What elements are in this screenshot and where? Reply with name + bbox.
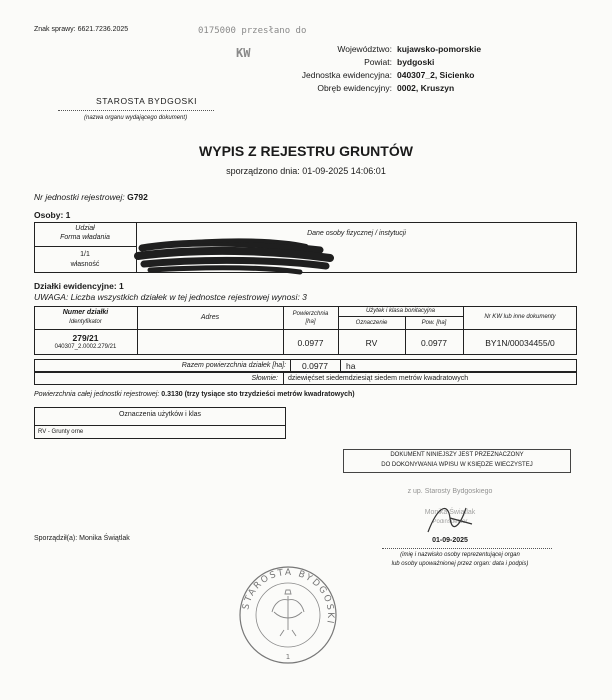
prepared-name: Monika Świątlak [79, 535, 130, 542]
sum-unit: ha [346, 361, 356, 371]
signature-underline [382, 548, 552, 549]
stamp-line-2: Monika Świątlak [424, 509, 476, 516]
hdr-area: Powierzchnia [292, 311, 329, 317]
hdr-kw: Nr KW lub inne dokumenty [484, 314, 556, 320]
total-value: 0.3130 (trzy tysiące sto trzydzieści metrów kwadratowych) [161, 391, 355, 398]
words-divider [283, 372, 284, 385]
stamp-line-1: z up. Starosty Bydgoskiego [407, 488, 493, 495]
parcels-subheader-line [338, 316, 463, 317]
official-seal [238, 560, 338, 670]
signature-date: 01-09-2025 [432, 537, 468, 544]
sum-divider-2 [340, 359, 341, 372]
precinct-value: 0002, Kruszyn [397, 83, 455, 93]
owner-form: własność [70, 261, 100, 268]
parcel-area: 0.0977 [297, 338, 324, 348]
parcels-count-value: 1 [119, 281, 124, 291]
owner-share: 1/1 [80, 251, 90, 258]
signature-caption-1: (imię i nazwisko osoby reprezentującej organ [400, 552, 520, 558]
voivodeship-label: Województwo: [337, 44, 392, 54]
hdr-use-area: Pow. [ha] [421, 320, 447, 326]
unit-value: 040307_2, Sicienko [397, 70, 475, 80]
hdr-address: Adres [200, 314, 220, 321]
legend-item: RV - Grunty orne [38, 429, 84, 435]
document-title: WYPIS Z REJESTRU GRUNTÓW [199, 143, 413, 159]
notice-line-1: DOKUMENT NINIEJSZY JEST PRZEZNACZONY [390, 452, 524, 458]
parcels-header-line [34, 329, 577, 330]
total-area [34, 391, 355, 398]
parcel-number: 279/21 [72, 333, 99, 343]
parcel-designation: RV [365, 338, 378, 348]
hdr-identifier: Identyfikator [69, 319, 102, 325]
handwritten-note: 0175000 przesłano do [198, 26, 307, 36]
hdr-designation: Oznaczenie [355, 320, 388, 326]
parcels-count [34, 281, 124, 291]
col-share: Udział [75, 225, 95, 232]
legend-header: Oznaczenia użytków i klas [118, 411, 202, 418]
words-label: Słownie: [251, 375, 278, 382]
document-date [0, 166, 612, 176]
seal-number: 1 [285, 653, 291, 661]
signature-scribble [420, 496, 480, 540]
unit-label: Jednostka ewidencyjna: [301, 70, 392, 80]
hdr-parcel-number: Numer działki [62, 309, 109, 316]
col-form: Forma władania [60, 234, 110, 241]
register-unit [34, 192, 148, 202]
notice-line-2: DO DOKONYWANIA WPISU W KSIĘDZE WIECZYSTEJ [381, 462, 533, 468]
seal-text: STAROSTA BYDGOSKI [241, 567, 336, 626]
stamp-line-3: Podinspektor [432, 519, 468, 525]
owners-table-row-line [34, 246, 136, 247]
county-value: bydgoski [397, 57, 435, 67]
eagle-icon [272, 590, 304, 636]
persons-count [34, 210, 70, 220]
legend-row-line [34, 425, 286, 426]
parcels-count-label: Działki ewidencyjne: [34, 281, 117, 291]
persons-label: Osoby: [34, 210, 64, 220]
prepared-label: Sporządził(a): [34, 535, 78, 542]
signature-caption-2: lub osoby upoważnionej przez organ: data i podpis) [391, 561, 529, 567]
words-value: dziewięćset siedemdziesiąt siedem metrów kwadratowych [288, 375, 469, 382]
total-label: Powierzchnia całej jednostki rejestrowej: [34, 391, 160, 398]
hdr-area-unit: [ha] [305, 319, 316, 325]
case-number: Znak sprawy: 6621.7236.2025 [34, 26, 129, 33]
issuer-underline [58, 110, 214, 111]
parcels-note: UWAGA: Liczba wszystkich działek w tej jednostce rejestrowej wynosi: 3 [34, 292, 307, 302]
redaction-scribble [130, 236, 340, 278]
precinct-label: Obręb ewidencyjny: [317, 83, 392, 93]
persons-value: 1 [65, 210, 71, 220]
sum-value: 0.0977 [302, 361, 328, 371]
col-person-data: Dane osoby fizycznej / instytucji [307, 230, 406, 237]
handwritten-code: KW [236, 46, 251, 60]
parcel-identifier: 040307_2.0002.279/21 [54, 344, 117, 350]
date-value: 01-09-2025 14:06:01 [302, 166, 386, 176]
register-unit-value: G792 [127, 192, 148, 202]
voivodeship-value: kujawsko-pomorskie [397, 44, 482, 54]
parcel-use-area: 0.0977 [421, 338, 447, 348]
prepared-by [34, 535, 130, 542]
date-label: sporządzono dnia: [226, 166, 300, 176]
hdr-use-group: Użytek i klasa bonitacyjna [365, 308, 436, 314]
issuer-caption: (nazwa organu wydającego dokument) [84, 115, 188, 121]
county-label: Powiat: [364, 57, 392, 67]
register-unit-label: Nr jednostki rejestrowej: [34, 192, 125, 202]
issuer-name: STAROSTA BYDGOSKI [96, 96, 198, 106]
sum-label: Razem powierzchnia działek [ha]: [181, 362, 286, 369]
parcel-kw: BY1N/00034455/0 [485, 338, 555, 348]
